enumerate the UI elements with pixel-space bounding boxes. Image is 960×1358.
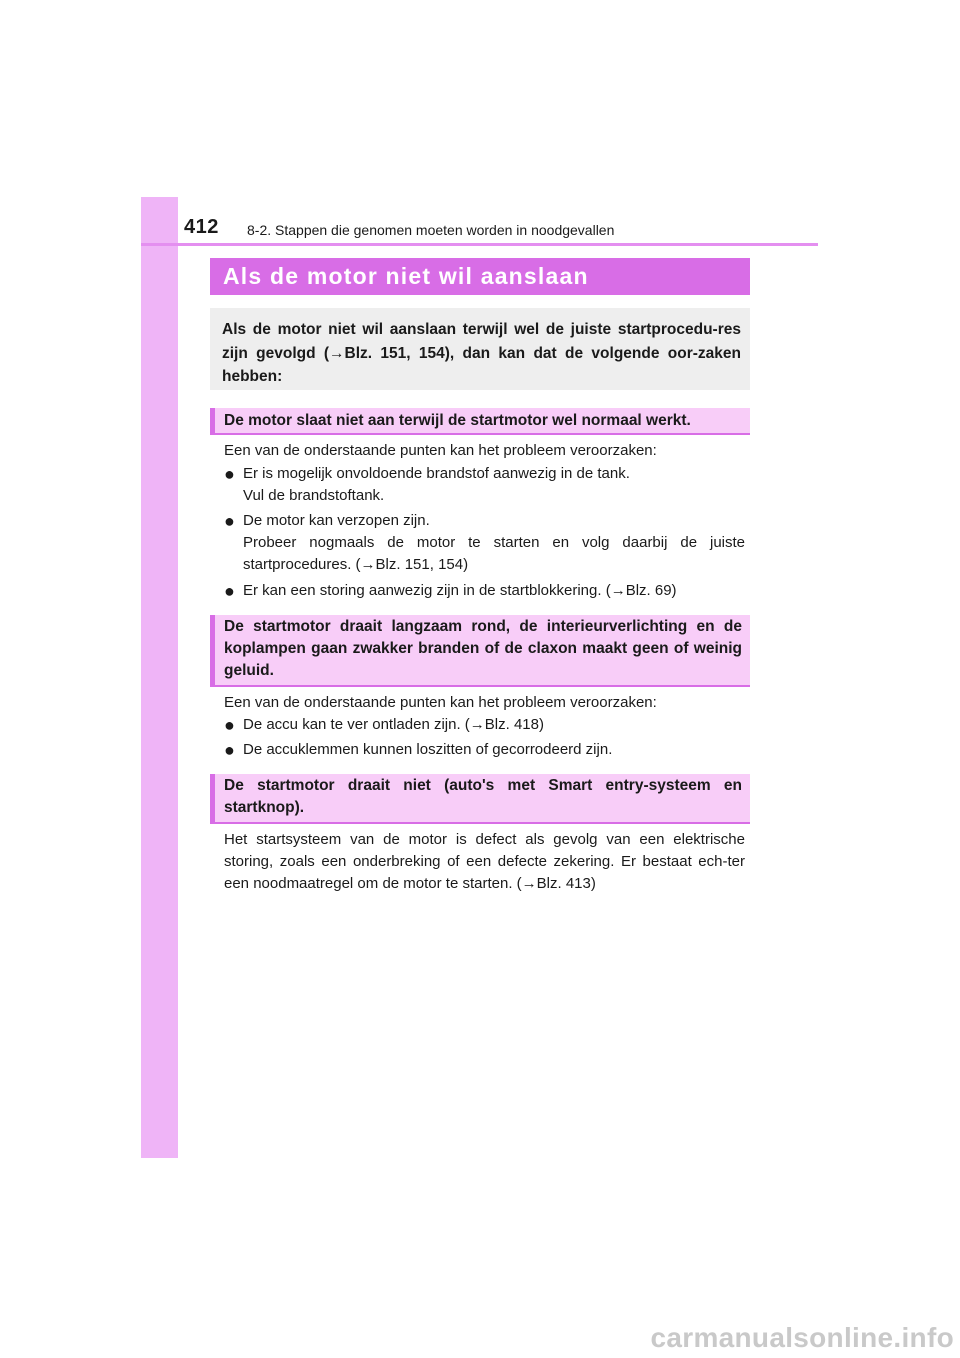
list-item — [224, 510, 745, 576]
bullet-icon: ● — [224, 511, 235, 531]
list-item-detail: Vul de brandstoftank. — [243, 487, 385, 504]
bullet-icon: ● — [224, 464, 235, 484]
list-item-text: Er kan een storing aanwezig zijn in de startblokkering. (→Blz. 69) — [243, 582, 677, 599]
intro-box: Als de motor niet wil aanslaan terwijl wel de juiste startprocedu-res zijn gevolgd (→Blz. 151, 154), dan kan dat de volgende oor-zaken hebben: — [210, 308, 750, 390]
cause-body-text: Het startsysteem van de motor is defect als gevolg van een elektrische storing, zoals een onderbreking of een defecte zekering. Er bestaat ech-ter een noodmaatregel om de motor te starten. (→Blz. 413) — [224, 831, 745, 892]
list-item-text: De motor kan verzopen zijn. — [243, 512, 430, 529]
list-item — [224, 463, 745, 507]
list-item-text: De accu kan te ver ontladen zijn. (→Blz. 418) — [243, 716, 544, 733]
watermark: carmanualsonline.info — [650, 1322, 954, 1353]
list-item-text: De accuklemmen kunnen loszitten of gecorrodeerd zijn. — [243, 741, 613, 758]
list-item — [224, 580, 745, 602]
cause-lead-text: Een van de onderstaande punten kan het probleem veroorzaken: — [224, 694, 657, 711]
list-item — [224, 739, 745, 761]
cause-lead-text: Een van de onderstaande punten kan het probleem veroorzaken: — [224, 442, 657, 459]
header-divider — [141, 243, 818, 246]
subheading-engine-not-starting: De motor slaat niet aan terwijl de startmotor wel normaal werkt. — [210, 408, 750, 435]
bullet-icon: ● — [224, 740, 235, 760]
subheading-starter-not-turning: De startmotor draait niet (auto's met Smart entry-systeem en startknop). — [210, 774, 750, 824]
page-number: 412 — [184, 216, 219, 238]
list-item-text: Er is mogelijk onvoldoende brandstof aanwezig in de tank. — [243, 465, 630, 482]
bullet-icon: ● — [224, 581, 235, 601]
list-item — [224, 714, 745, 736]
list-item-detail: Probeer nogmaals de motor te starten en volg daarbij de juiste startprocedures. (→Blz. 151, 154) — [243, 534, 745, 573]
chapter-title: 8-2. Stappen die genomen moeten worden in noodgevallen — [247, 222, 615, 238]
chapter-side-tab — [141, 197, 178, 1158]
bullet-icon: ● — [224, 715, 235, 735]
subheading-slow-starter: De startmotor draait langzaam rond, de interieurverlichting en de koplampen gaan zwakker branden of de claxon maakt geen of weinig geluid. — [210, 615, 750, 687]
section-title: Als de motor niet wil aanslaan — [210, 258, 750, 295]
